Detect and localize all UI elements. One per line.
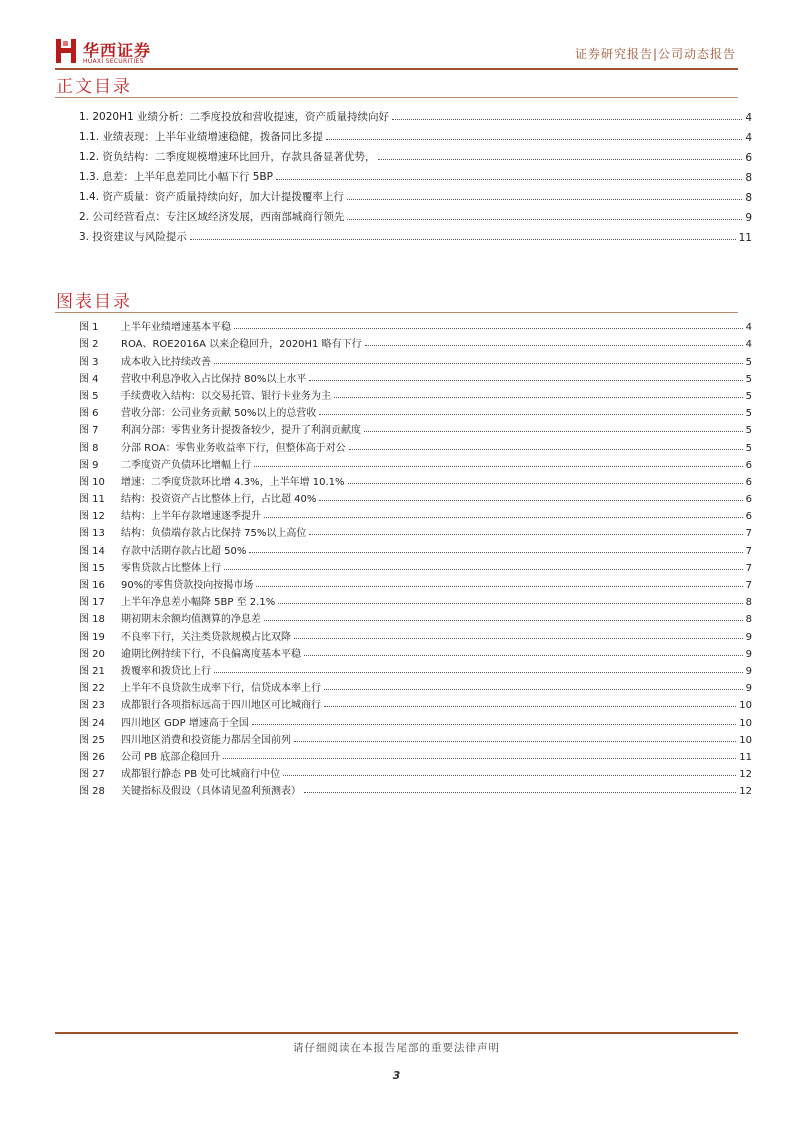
figure-leader-dots	[319, 414, 742, 415]
figure-entry-number: 图 17	[79, 597, 105, 609]
footer-divider	[55, 1032, 738, 1034]
figure-leader-dots	[256, 586, 742, 587]
logo-english-name: HUAXI SECURITIES	[83, 58, 144, 65]
figure-entry[interactable]	[79, 643, 752, 660]
figure-entry-text: 四川地区 GDP 增速高于全国	[121, 717, 249, 729]
figure-entry-page: 5	[745, 373, 752, 385]
figure-entry[interactable]	[79, 419, 752, 436]
toc-entry-page: 8	[745, 172, 752, 184]
figure-entry-number: 图 5	[79, 390, 99, 402]
figure-entry-page: 5	[745, 408, 752, 420]
figure-entry-text: 拨覆率和拨贷比上行	[121, 665, 211, 677]
huaxi-logo-icon	[55, 38, 77, 64]
figure-entry[interactable]	[79, 591, 752, 608]
figure-entry[interactable]	[79, 557, 752, 574]
figure-entry-text: 营收中利息净收入占比保持 80%以上水平	[121, 373, 307, 385]
figures-title-divider	[55, 312, 738, 313]
figure-entry[interactable]	[79, 574, 752, 591]
figure-leader-dots	[334, 397, 743, 398]
toc-entry[interactable]	[79, 184, 752, 204]
figure-entry-number: 图 8	[79, 442, 99, 454]
figure-entry-number: 图 24	[79, 717, 105, 729]
figure-entry[interactable]	[79, 436, 752, 453]
toc-entry-page: 11	[738, 232, 752, 244]
figures-title: 图表目录	[56, 292, 132, 312]
toc-leader-dots	[190, 239, 736, 240]
figure-entry-number: 图 22	[79, 683, 105, 695]
figure-entry-page: 8	[745, 597, 752, 609]
figure-entry-page: 9	[745, 683, 752, 695]
toc-leader-dots	[347, 219, 742, 220]
figure-entry-text: 逾期比例持续下行，不良偏离度基本平稳	[121, 648, 301, 660]
figure-entry-number: 图 28	[79, 786, 105, 798]
figure-leader-dots	[324, 689, 743, 690]
toc-entry-page: 4	[745, 112, 752, 124]
toc-entry-page: 8	[745, 192, 752, 204]
figure-entry[interactable]	[79, 368, 752, 385]
toc-leader-dots	[378, 159, 742, 160]
figure-leader-dots	[304, 655, 743, 656]
figure-leader-dots	[324, 706, 736, 707]
figure-entry[interactable]	[79, 402, 752, 419]
figure-entry-text: 关键指标及假设（具体请见盈利预测表）	[121, 786, 301, 798]
figure-entry-number: 图 4	[79, 373, 99, 385]
page-number: 3	[392, 1069, 401, 1082]
figure-entry-page: 5	[745, 442, 752, 454]
figure-entry[interactable]	[79, 660, 752, 677]
company-logo	[55, 36, 170, 66]
figure-entry-page: 5	[745, 390, 752, 402]
figure-entry-text: 分部 ROA：零售业务收益率下行，但整体高于对公	[121, 442, 346, 454]
figure-leader-dots	[249, 552, 742, 553]
figure-entry-page: 7	[745, 580, 752, 591]
figure-leader-dots	[319, 500, 742, 501]
figure-entry-text: 零售贷款占比整体上行	[121, 562, 221, 574]
figure-entry-page: 11	[739, 751, 752, 763]
toc-title-divider	[55, 97, 738, 98]
figure-entry-text: 期初期末余额均值测算的净息差	[121, 614, 261, 626]
figure-leader-dots	[264, 517, 743, 518]
figure-leader-dots	[214, 672, 743, 673]
figure-entry-number: 图 10	[79, 476, 105, 488]
figure-entry-text: 结构：负债端存款占比保持 75%以上高位	[121, 528, 307, 540]
figure-entry-text: 二季度资产负债环比增幅上行	[121, 459, 251, 471]
toc-list	[79, 104, 752, 244]
figure-entry-page: 6	[745, 511, 752, 523]
figure-entry-text: 上半年净息差小幅降 5BP 至 2.1%	[121, 597, 276, 609]
figure-entry-number: 图 21	[79, 665, 105, 677]
figure-entry-text: 成都银行各项指标远高于四川地区可比城商行	[121, 700, 321, 712]
figure-entry[interactable]	[79, 677, 752, 694]
figure-entry[interactable]	[79, 780, 752, 797]
figure-entry-number: 图 1	[79, 322, 99, 334]
figure-entry[interactable]	[79, 746, 752, 763]
logo-chinese-name: 华西证券	[83, 41, 152, 60]
figure-leader-dots	[234, 328, 743, 329]
figure-entry-page: 12	[739, 786, 752, 798]
figure-leader-dots	[309, 534, 742, 535]
figure-entry-text: 公司 PB 底部企稳回升	[121, 751, 221, 763]
figure-entry-text: 结构：投资资产占比整体上行，占比超 40%	[121, 494, 317, 506]
toc-leader-dots	[326, 139, 742, 140]
figure-entry-text: 成本收入比持续改善	[121, 356, 211, 368]
figure-leader-dots	[365, 345, 743, 346]
figure-entry-page: 10	[739, 700, 752, 712]
legal-notice: 请仔细阅读在本报告尾部的重要法律声明	[293, 1042, 500, 1054]
figure-entry-page: 6	[745, 459, 752, 471]
figure-entry[interactable]	[79, 625, 752, 642]
figure-entry-page: 6	[745, 476, 752, 488]
toc-entry[interactable]	[79, 224, 752, 244]
figure-entry-page: 4	[745, 339, 752, 351]
figure-entry-page: 10	[739, 717, 752, 729]
figure-entry-text: 不良率下行，关注类贷款规模占比双降	[121, 631, 291, 643]
figure-entry[interactable]	[79, 505, 752, 522]
figure-entry-text: 上半年业绩增速基本平稳	[121, 322, 231, 334]
report-type-label: 证券研究报告|公司动态报告	[574, 47, 736, 61]
figure-entry-number: 图 3	[79, 356, 99, 368]
figure-entry-number: 图 20	[79, 648, 105, 660]
figure-entry-number: 图 16	[79, 580, 105, 591]
toc-entry[interactable]	[79, 124, 752, 144]
figure-entry-text: 营收分部：公司业务贡献 50%以上的总营收	[121, 408, 317, 420]
figure-entry-number: 图 25	[79, 734, 105, 746]
figure-entry-text: 结构：上半年存款增速逐季提升	[121, 511, 261, 523]
figure-entry[interactable]	[79, 454, 752, 471]
figure-entry[interactable]	[79, 333, 752, 350]
figure-entry[interactable]	[79, 316, 752, 333]
figure-entry[interactable]	[79, 488, 752, 505]
figure-entry-number: 图 13	[79, 528, 105, 540]
toc-entry-text: 1.2. 资负结构：二季度规模增速环比回升，存款具备显著优势，	[79, 151, 376, 163]
figure-entry-page: 9	[745, 665, 752, 677]
toc-entry-page: 4	[745, 132, 752, 144]
figure-entry-page: 8	[745, 614, 752, 626]
toc-entry-text: 3. 投资建议与风险提示	[79, 231, 187, 243]
toc-entry-text: 1. 2020H1 业绩分析：二季度投放和营收提速，资产质量持续向好	[79, 111, 389, 123]
figure-entry-page: 7	[745, 528, 752, 540]
figure-leader-dots	[223, 758, 736, 759]
figure-entry-text: 利润分部：零售业务计提拨备较少，提升了利润贡献度	[121, 425, 361, 437]
figure-entry-page: 7	[745, 545, 752, 557]
figure-entry[interactable]	[79, 385, 752, 402]
figure-entry-page: 9	[745, 648, 752, 660]
figure-entry-page: 4	[745, 322, 752, 334]
figure-leader-dots	[264, 620, 743, 621]
figure-leader-dots	[224, 569, 743, 570]
figure-leader-dots	[294, 638, 743, 639]
figure-entry-text: 增速：二季度贷款环比增 4.3%，上半年增 10.1%	[121, 476, 345, 488]
figure-entry[interactable]	[79, 539, 752, 556]
figure-entry-number: 图 18	[79, 614, 105, 626]
figure-leader-dots	[304, 792, 736, 793]
figure-entry[interactable]	[79, 471, 752, 488]
figure-leader-dots	[349, 449, 743, 450]
figure-entry-number: 图 7	[79, 425, 99, 437]
toc-entry-text: 1.1. 业绩表现：上半年业绩增速稳健，拨备同比多提	[79, 131, 323, 143]
toc-leader-dots	[392, 119, 742, 120]
figure-entry-page: 6	[745, 494, 752, 506]
toc-entry-page: 9	[745, 212, 752, 224]
toc-entry-text: 1.4. 资产质量：资产质量持续向好，加大计提拨覆率上行	[79, 191, 344, 203]
figure-leader-dots	[348, 483, 743, 484]
toc-title: 正文目录	[56, 77, 132, 97]
figure-entry-number: 图 19	[79, 631, 105, 643]
figure-entry-page: 7	[745, 562, 752, 574]
figure-entry-number: 图 2	[79, 339, 99, 351]
figure-entry-text: 上半年不良贷款生成率下行，信贷成本率上行	[121, 683, 321, 695]
figure-leader-dots	[283, 775, 736, 776]
figure-leader-dots	[278, 603, 742, 604]
toc-entry[interactable]	[79, 144, 752, 164]
figure-entry[interactable]	[79, 350, 752, 367]
figure-entry-number: 图 23	[79, 700, 105, 712]
toc-entry-text: 2. 公司经营看点：专注区域经济发展，西南部城商行领先	[79, 211, 345, 223]
figure-entry-text: 存款中活期存款占比超 50%	[121, 545, 247, 557]
figure-entry-number: 图 12	[79, 511, 105, 523]
figure-entry-number: 图 26	[79, 751, 105, 763]
figure-leader-dots	[364, 431, 743, 432]
figure-entry[interactable]	[79, 763, 752, 780]
figure-entry-number: 图 6	[79, 408, 99, 420]
figure-entry-text: 四川地区消费和投资能力都居全国前列	[121, 734, 291, 746]
figure-entry-number: 图 11	[79, 494, 105, 506]
figure-leader-dots	[309, 380, 742, 381]
figure-entry-number: 图 15	[79, 562, 105, 574]
figure-leader-dots	[294, 741, 736, 742]
figure-entry[interactable]	[79, 729, 752, 746]
figure-entry-page: 9	[745, 631, 752, 643]
figure-entry[interactable]	[79, 522, 752, 539]
figure-leader-dots	[252, 724, 736, 725]
toc-entry-text: 1.3. 息差：上半年息差同比小幅下行 5BP	[79, 171, 273, 183]
figure-entry-number: 图 27	[79, 769, 105, 781]
toc-entry[interactable]	[79, 104, 752, 124]
figures-list	[79, 316, 752, 797]
figure-entry-page: 10	[739, 734, 752, 746]
figure-entry-number: 图 14	[79, 545, 105, 557]
figure-entry-page: 5	[745, 356, 752, 368]
header-divider	[55, 68, 738, 70]
figure-entry-page: 12	[739, 769, 752, 781]
toc-entry[interactable]	[79, 204, 752, 224]
figure-entry-text: ROA、ROE2016A 以来企稳回升，2020H1 略有下行	[121, 339, 362, 351]
toc-leader-dots	[347, 199, 742, 200]
figure-entry-text: 90%的零售贷款投向按揭市场	[121, 580, 254, 591]
figure-leader-dots	[214, 363, 743, 364]
toc-entry-page: 6	[745, 152, 752, 164]
figure-entry[interactable]	[79, 608, 752, 625]
figure-entry[interactable]	[79, 694, 752, 711]
figure-entry-text: 成都银行静态 PB 处可比城商行中位	[121, 769, 281, 781]
figure-entry[interactable]	[79, 711, 752, 728]
figure-leader-dots	[254, 466, 743, 467]
figure-entry-text: 手续费收入结构：以交易托管、银行卡业务为主	[121, 390, 331, 402]
toc-entry[interactable]	[79, 164, 752, 184]
figure-entry-number: 图 9	[79, 459, 99, 471]
toc-leader-dots	[276, 179, 742, 180]
figure-entry-page: 5	[745, 425, 752, 437]
